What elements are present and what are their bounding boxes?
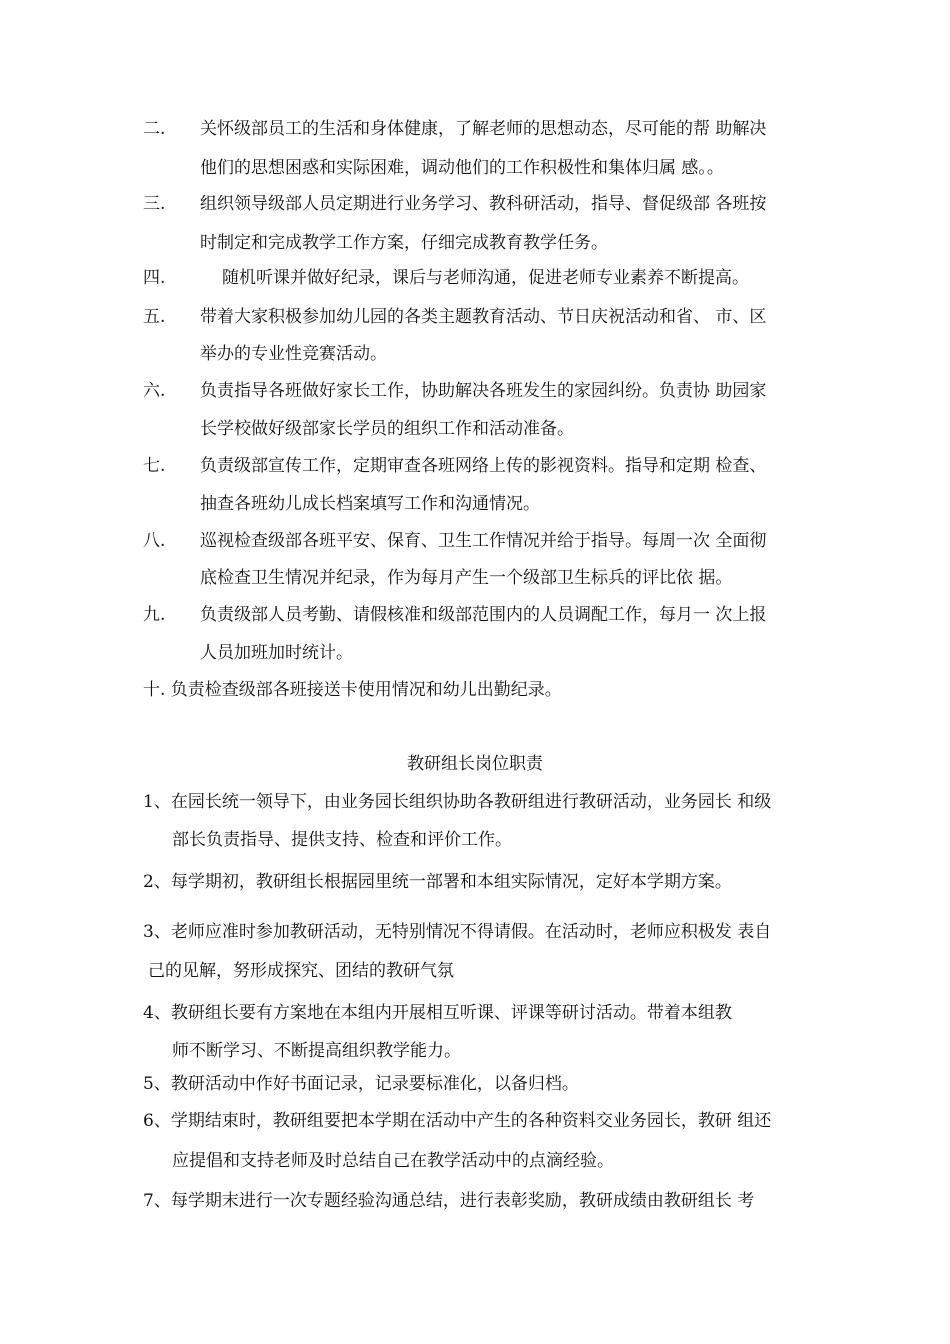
item-line: 负责指导各班做好家长工作，协助解决各班发生的家园纠纷。负责协 助园家 — [200, 381, 767, 401]
item-number: 三. — [143, 194, 166, 214]
item-line: 人员加班加时统计。 — [200, 643, 353, 663]
item-line: 巡视检查级部各班平安、保育、卫生工作情况并给于指导。每周一次 全面彻 — [200, 531, 767, 551]
item-line: 师不断学习、不断提高组织教学能力。 — [172, 1041, 461, 1061]
item-line: 底检查卫生情况并纪录，作为每月产生一个级部卫生标兵的评比依 据。 — [200, 568, 733, 588]
item-number: 七. — [143, 456, 166, 476]
item-line: 他们的思想困惑和实际困难，调动他们的工作积极性和集体归属 感。。 — [200, 158, 724, 178]
item-line: 1、在园长统一领导下，由业务园长组织协助各教研组进行教研活动，业务园长 和级 — [143, 792, 772, 812]
item-line: 随机听课并做好纪录，课后与老师沟通，促进老师专业素养不断提高。 — [222, 268, 749, 288]
section-title: 教研组长岗位职责 — [407, 754, 543, 774]
item-line: 抽查各班幼儿成长档案填写工作和沟通情况。 — [200, 494, 540, 514]
item-number: 六. — [143, 381, 166, 401]
item-number: 八. — [143, 531, 166, 551]
item-number: 二. — [143, 119, 166, 139]
item-line: 组织领导级部人员定期进行业务学习、教科研活动，指导、督促级部 各班按 — [200, 194, 767, 214]
item-number: 五. — [143, 307, 166, 327]
item-line: 举办的专业性竞赛活动。 — [200, 344, 387, 364]
item-line: 5、教研活动中作好书面记录，记录要标准化，以备归档。 — [143, 1074, 579, 1094]
item-line: 4、教研组长要有方案地在本组内开展相互听课、评课等研讨活动。带着本组教 — [143, 1003, 732, 1023]
item-line: 负责级部人员考勤、请假核准和级部范围内的人员调配工作，每月一 次上报 — [200, 605, 767, 625]
item-number: 九. — [143, 605, 166, 625]
item-line: 时制定和完成教学工作方案，仔细完成教育教学任务。 — [200, 233, 608, 253]
item-line: 十. 负责检查级部各班接送卡使用情况和幼儿出勤纪录。 — [143, 680, 562, 700]
item-line: 应提倡和支持老师及时总结自己在教学活动中的点滴经验。 — [172, 1151, 614, 1171]
item-line: 负责级部宣传工作，定期审查各班网络上传的影视资料。指导和定期 检查、 — [200, 456, 767, 476]
item-line: 部长负责指导、提供支持、检查和评价工作。 — [172, 830, 512, 850]
item-line: 己的见解，努形成探究、团结的教研气氛 — [148, 961, 454, 981]
item-line: 3、老师应准时参加教研活动，无特别情况不得请假。在活动时，老师应积极发 表自 — [143, 922, 772, 942]
item-number: 四. — [143, 268, 166, 288]
item-line: 长学校做好级部家长学员的组织工作和活动准备。 — [200, 419, 574, 439]
item-line: 2、每学期初，教研组长根据园里统一部署和本组实际情况，定好本学期方案。 — [143, 872, 732, 892]
item-line: 6、学期结束时，教研组要把本学期在活动中产生的各种资料交业务园长，教研 组还 — [143, 1111, 772, 1131]
item-line: 关怀级部员工的生活和身体健康，了解老师的思想动态，尽可能的帮 助解决 — [200, 119, 767, 139]
item-line: 7、每学期末进行一次专题经验沟通总结，进行表彰奖励，教研成绩由教研组长 考 — [143, 1191, 755, 1211]
item-line: 带着大家积极参加幼儿园的各类主题教育活动、节日庆祝活动和省、 市、区 — [200, 307, 767, 327]
